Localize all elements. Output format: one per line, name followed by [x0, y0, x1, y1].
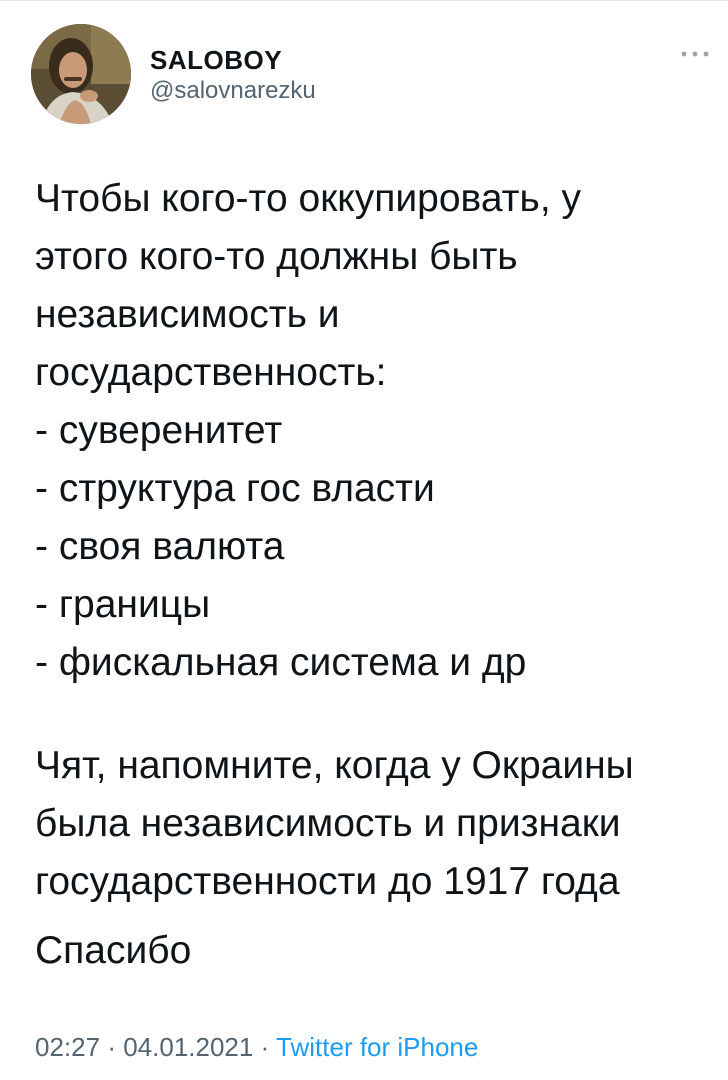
meta-separator: ·: [260, 1032, 270, 1062]
tweet-line: Чят, напомните, когда у Окраины: [35, 744, 634, 787]
avatar[interactable]: [31, 24, 131, 124]
handle[interactable]: @salovnarezku: [150, 77, 316, 104]
top-divider: [0, 0, 728, 1]
author-block[interactable]: [150, 46, 316, 106]
tweet-source-link[interactable]: Twitter for iPhone: [276, 1032, 479, 1062]
tweet-line: - своя валюта: [35, 525, 285, 568]
tweet-line: независимость и: [35, 293, 340, 336]
tweet-time[interactable]: 02:27: [35, 1032, 101, 1062]
tweet-paragraph-1: [35, 170, 581, 692]
tweet-line: этого кого-то должны быть: [35, 235, 518, 278]
tweet-paragraph-3: [35, 922, 191, 980]
tweet-line: Спасибо: [35, 929, 192, 972]
avatar-photo-icon: [31, 24, 131, 124]
tweet-line: Чтобы кого-то оккупировать, у: [35, 177, 581, 220]
tweet-line: - границы: [35, 583, 211, 626]
tweet-line: государственность:: [35, 351, 387, 394]
tweet-line: государственности до 1917 года: [35, 860, 620, 903]
tweet-line: - фискальная система и др: [35, 641, 527, 684]
tweet-paragraph-2: [35, 737, 634, 911]
more-dots-icon: [678, 42, 712, 66]
tweet-line: была независимость и признаки: [35, 802, 621, 845]
tweet-meta: [35, 1029, 478, 1065]
tweet-date[interactable]: 04.01.2021: [123, 1032, 254, 1062]
meta-separator: ·: [107, 1032, 116, 1062]
more-button[interactable]: [678, 42, 712, 66]
display-name[interactable]: SALOBOY: [150, 45, 283, 75]
tweet-line: - суверенитет: [35, 409, 283, 452]
tweet-line: - структура гос власти: [35, 467, 435, 510]
